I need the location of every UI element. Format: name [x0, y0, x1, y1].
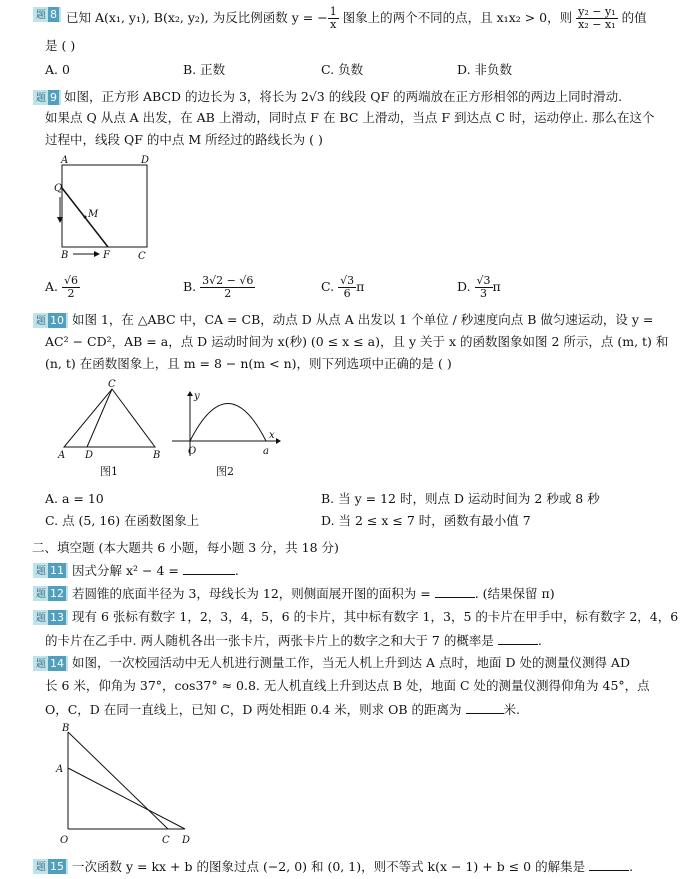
q8-stem-line2: 是 ( ): [45, 38, 76, 53]
q9-stem-line3: 过程中，线段 QF 的中点 M 所经过的路线长为 ( ): [45, 132, 323, 147]
parabola-curve: [190, 404, 266, 442]
q10-stem-line1: 如图 1，在 △ABC 中，CA = CB，动点 D 从点 A 出发以 1 个单位 / 秒速度向点 B 做匀速运动，设 y =: [72, 312, 654, 327]
q14-answer-blank[interactable]: [466, 701, 504, 714]
q9-stem-line1: 如图，正方形 ABCD 的边长为 3，将长为 2√3 的线段 QF 的两端放在正方形相邻的两边上同时滑动.: [64, 89, 623, 104]
q11-tag: 题 11: [33, 562, 68, 578]
q14-stem-line1: 如图，一次校园活动中无人机进行测量工作，当无人机上升到达 A 点时，地面 D 处的测量仪测得 AD: [72, 655, 630, 670]
q10-fig1-caption: 图1: [100, 465, 118, 478]
q8-option-a: A. 0: [45, 62, 70, 77]
q13-tag: 题 13: [33, 609, 68, 625]
q11-answer-blank[interactable]: [183, 562, 235, 575]
label-b: B: [153, 450, 161, 461]
q8-tag: 题 8: [33, 6, 61, 22]
q9-square-figure: [50, 155, 160, 265]
q9-option-d: D. $\frac{√3}{3}$ π: [457, 274, 501, 300]
q15-tag: 题 15: [33, 858, 68, 874]
triangle-abc: [64, 389, 155, 447]
segment-bc: [68, 732, 168, 829]
label-d: D: [141, 155, 150, 166]
q10-graph-figure: [170, 388, 285, 460]
label-f: F: [103, 250, 110, 261]
q10-stem-line2: AC² − CD²，AB = a，点 D 运动时间为 x(秒) (0 ≤ x ≤ a)，且 y 关于 x 的函数图象如图 2 所示，点 (m, t) 和: [45, 334, 669, 349]
q10-option-c: C. 点 (5, 16) 在函数图象上: [45, 513, 200, 528]
label-a: A: [56, 764, 64, 775]
q8-option-b: B. 正数: [183, 62, 226, 77]
y-axis-arrow: [187, 391, 193, 396]
label-c: C: [162, 835, 170, 846]
q13-stem-line2: 的卡片在乙手中. 两人随机各出一张卡片，两张卡片上的数字之和大于 7 的概率是 .: [45, 633, 542, 648]
label-d: D: [85, 450, 94, 461]
q9-tag: 题 9: [33, 89, 61, 105]
square-abcd: [62, 165, 147, 247]
q10-triangle-figure: [52, 377, 177, 462]
x-axis-arrow: [276, 438, 281, 444]
label-o: O: [188, 446, 197, 457]
q9-option-a: A. $\frac{√6}{2}$: [45, 274, 78, 300]
q9-option-b: B. $\frac{3√2 - √6}{2}$: [183, 274, 254, 300]
q10-tag: 题 10: [33, 312, 68, 328]
q12-stem: 若圆锥的底面半径为 3，母线长为 12，则侧面展开图的面积为 = . (结果保留 π): [72, 586, 555, 601]
label-d: D: [182, 835, 191, 846]
label-b: B: [61, 250, 69, 261]
q10-option-b: B. 当 y = 12 时，则点 D 运动时间为 2 秒或 8 秒: [321, 491, 600, 506]
q14-stem-line2: 长 6 米，仰角为 37°，cos37° ≈ 0.8. 无人机直线上升到达点 B 处，地面 C 处的测量仪测得仰角为 45°，点: [45, 678, 650, 693]
q10-option-a: A. a = 10: [45, 491, 104, 506]
q9-stem-line2: 如果点 Q 从点 A 出发，在 AB 上滑动，同时点 F 在 BC 上滑动，当点 F 到达点 C 时，运动停止. 那么在这个: [45, 110, 655, 125]
q15-stem: 一次函数 y = kx + b 的图象过点 (−2, 0) 和 (0, 1)，则不等式 k(x − 1) + b ≤ 0 的解集是 .: [72, 859, 634, 874]
q14-tag: 题 14: [33, 655, 68, 671]
q10-option-d: D. 当 2 ≤ x ≤ 7 时，函数有最小值 7: [321, 513, 531, 528]
label-a: A: [58, 450, 66, 461]
label-x: x: [269, 430, 275, 441]
label-m: M: [88, 209, 99, 220]
label-a: a: [263, 446, 269, 457]
q8-option-c: C. 负数: [321, 62, 364, 77]
label-o: O: [60, 835, 69, 846]
q10-fig2-caption: 图2: [216, 465, 234, 478]
segment-ad: [68, 768, 185, 829]
q12-tag: 题 12: [33, 585, 68, 601]
q12-answer-blank[interactable]: [435, 585, 475, 598]
segment-cd: [87, 389, 112, 447]
section2-title: 二、填空题 (本大题共 6 小题，每小题 3 分，共 18 分): [32, 540, 339, 555]
label-a: A: [61, 155, 69, 166]
label-q: Q: [54, 183, 63, 194]
q10-stem-line3: (n, t) 在函数图象上，且 m = 8 − n(m < n)，则下列选项中正确的是 ( ): [45, 356, 452, 371]
q11-stem: 因式分解 x² − 4 = .: [72, 563, 239, 578]
q8-stem: 已知 A(x₁, y₁), B(x₂, y₂), 为反比例函数 y = − $\frac{1}{x}$ 图象上的两个不同的点，且 x₁x₂ > 0，则 $\frac{\text{y₂ − y₁}}{\text{x₂ − x₁}}$ 的值: [66, 5, 647, 31]
label-c: C: [138, 251, 146, 262]
label-b: B: [62, 723, 70, 734]
point-m: [84, 216, 87, 219]
q14-stem-line3: O，C，D 在同一直线上，已知 C，D 两处相距 0.4 米，则求 OB 的距离为 米.: [45, 702, 521, 717]
q9-option-c: C. $\frac{√3}{6}$ π: [321, 274, 365, 300]
label-c: C: [108, 379, 116, 390]
q15-answer-blank[interactable]: [589, 858, 629, 871]
q8-option-d: D. 非负数: [457, 62, 513, 77]
arrow-f-head: [94, 251, 100, 257]
q13-stem-line1: 现有 6 张标有数字 1，2，3，4，5，6 的卡片，其中标有数字 1，3，5 的卡片在甲手中，标有数字 2，4，6: [72, 609, 679, 624]
q13-answer-blank[interactable]: [498, 632, 538, 645]
label-y: y: [194, 391, 200, 402]
q14-drone-figure: [52, 720, 197, 850]
